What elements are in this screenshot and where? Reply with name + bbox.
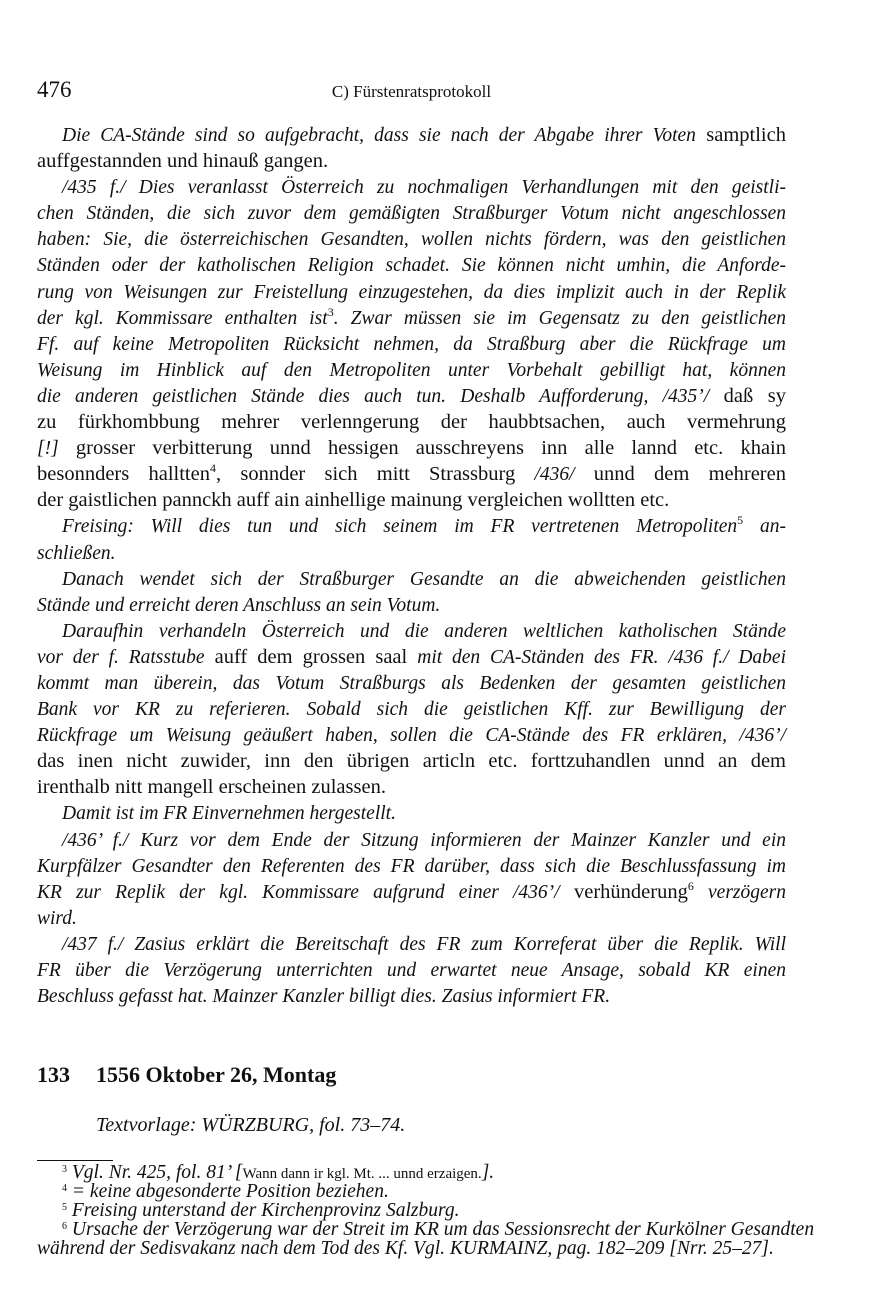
text-line xyxy=(37,957,786,983)
running-head xyxy=(37,77,786,105)
text-span: auffgestannden und hinauß gangen. xyxy=(37,150,329,173)
text-span: daß sy xyxy=(709,384,786,407)
text-span: /436’ f./ Kurz vor dem Ende der Sitzung informieren der Mainzer Kanzler und ein xyxy=(62,829,786,851)
text-line xyxy=(37,879,786,905)
text-span: Beschluss gefasst hat. Mainzer Kanzler billigt dies. Zasius informiert FR. xyxy=(37,986,611,1008)
text-span: Stände und erreicht deren Anschluss an sein Votum. xyxy=(37,594,441,616)
text-span: KR zur Replik der kgl. Kommissare aufgrund einer /436’/ xyxy=(37,881,560,903)
text-line xyxy=(37,252,786,278)
section-heading xyxy=(37,1062,336,1088)
text-span: FR über die Verzögerung unterrichten und erwartet neue Ansage, sobald KR einen xyxy=(37,960,786,981)
footnote-marker: 3 xyxy=(327,304,334,319)
text-line xyxy=(37,200,786,226)
running-title: C) Fürstenratsprotokoll xyxy=(331,82,492,101)
footnote-line xyxy=(37,1219,815,1240)
text-span: . Zwar müssen sie im Gegensatz zu den geistlichen xyxy=(333,307,786,329)
text-span: besonnders halltten xyxy=(37,463,210,486)
text-span: samptlich xyxy=(695,124,786,146)
footnote-marker: 4 xyxy=(62,1183,67,1194)
text-span: Ursache der Verzögerung war der Streit im KR um das Sessionsrecht der Kurkölner Gesandten xyxy=(67,1219,815,1240)
text-span: = keine abgesonderte Position beziehen. xyxy=(67,1181,389,1202)
footnotes xyxy=(37,1162,815,1259)
text-line xyxy=(37,827,786,853)
text-span: Ff. auf keine Metropoliten Rücksicht nehmen, da Straßburg aber die Rückfrage um xyxy=(37,333,786,355)
text-span: auff dem grossen saal xyxy=(204,645,418,668)
footnote-marker: 5 xyxy=(62,1202,67,1213)
source-note: Textvorlage: WÜRZBURG, fol. 73–74. xyxy=(96,1114,406,1136)
text-span: irenthalb nitt mangell erscheinen zulassen. xyxy=(37,776,386,799)
text-line xyxy=(37,722,786,748)
text-line xyxy=(37,513,786,539)
text-line xyxy=(37,174,786,200)
text-span: haben: Sie, die österreichischen Gesandten, wollen nichts fördern, was den geistlichen xyxy=(37,229,786,251)
text-span: rung von Weisungen zur Freistellung einzugestehen, da dies implizit auch in der Replik xyxy=(37,281,786,303)
text-span: Die CA-Stände sind so aufgebracht, dass sie nach der Abgabe ihrer Voten xyxy=(62,125,696,146)
section-number: 133 xyxy=(37,1062,70,1087)
text-span: wird. xyxy=(37,907,77,929)
footnote-marker: 6 xyxy=(687,878,694,893)
text-span: Freising: Will dies tun und sich seinem im FR vertretenen Metropoliten xyxy=(62,516,738,538)
text-line xyxy=(37,331,786,357)
text-line xyxy=(37,566,786,592)
text-span: Danach wendet sich der Straßburger Gesandte an die abweichenden geistlichen xyxy=(62,568,786,590)
text-span: Daraufhin verhandeln Österreich und die anderen weltlichen katholischen Stände xyxy=(62,620,786,642)
text-span: chen Ständen, die sich zuvor dem gemäßigten Straßburger Votum nicht angeschlossen xyxy=(37,203,786,225)
text-span: grosser verbitterung unnd hessigen ausschreyens inn alle lannd etc. khain xyxy=(58,437,786,460)
text-span: mit den CA-Ständen des FR. /436 f./ Dabei xyxy=(417,646,786,668)
text-span: Wann dann ir kgl. Mt. ... unnd erzaigen. xyxy=(242,1166,482,1182)
text-line xyxy=(37,226,786,252)
text-span: schließen. xyxy=(37,542,116,564)
text-span: Damit ist im FR Einvernehmen hergestellt. xyxy=(62,803,396,825)
footnote-marker: 3 xyxy=(62,1164,67,1175)
section-title: 1556 Oktober 26, Montag xyxy=(96,1062,337,1087)
text-span: der gaistlichen pannckh auff ain ainhellige mainung vergleichen wolltten etc. xyxy=(37,489,670,512)
text-line xyxy=(37,774,786,800)
text-span: /436/ xyxy=(534,464,575,486)
body-text xyxy=(37,122,786,1009)
text-line xyxy=(37,592,786,618)
text-span: Rückfrage um Weisung geäußert haben, sollen die CA-Stände des FR erklären, /436’/ xyxy=(37,725,786,747)
footnote-line xyxy=(37,1163,786,1182)
footnote-marker: 4 xyxy=(209,461,216,476)
footnote-divider xyxy=(37,1160,113,1161)
text-span: Weisung im Hinblick auf den Metropoliten unter Vorbehalt gebilligt hat, können xyxy=(37,359,786,381)
text-line xyxy=(37,931,786,957)
text-span: verhünderung xyxy=(559,880,688,903)
text-line xyxy=(37,670,786,696)
footnote-marker: 5 xyxy=(737,513,744,528)
page-number: 476 xyxy=(37,77,72,102)
text-span: zu fürkhombbung mehrer verlenngerung der haubbtsachen, auch vermehrung xyxy=(37,411,786,434)
text-span: [!] xyxy=(37,438,59,460)
text-span: Freising unterstand der Kirchenprovinz Salzburg. xyxy=(67,1200,460,1221)
text-span: verzögern xyxy=(693,881,787,903)
footnote-line xyxy=(37,1239,786,1258)
text-span: die anderen geistlichen Stände dies auch tun. Deshalb Aufforderung, /435’/ xyxy=(37,385,710,407)
text-span: Bank vor KR zu referieren. Sobald sich die geistlichen Kff. zur Bewilligung der xyxy=(37,699,786,721)
text-line xyxy=(37,748,786,774)
text-line xyxy=(37,461,786,487)
text-span: Kurpfälzer Gesandter den Referenten des FR darüber, dass sich die Beschlussfassung im xyxy=(37,855,786,877)
text-line xyxy=(37,540,786,566)
text-span: während der Sedisvakanz nach dem Tod des Kf. Vgl. KURMAINZ, pag. 182–209 [Nrr. 25–27]. xyxy=(37,1238,774,1259)
text-span: unnd dem mehreren xyxy=(574,463,786,486)
text-line xyxy=(37,983,786,1009)
text-span: /435 f./ Dies veranlasst Österreich zu nochmaligen Verhandlungen mit den geistli- xyxy=(62,177,786,199)
text-line xyxy=(37,122,786,148)
text-line xyxy=(37,435,786,461)
footnote-marker: 6 xyxy=(62,1221,67,1232)
text-line xyxy=(37,487,786,513)
text-line xyxy=(37,357,786,383)
text-line xyxy=(37,618,786,644)
text-line xyxy=(37,305,786,331)
text-span: kommt man überein, das Votum Straßburgs als Bedenken der gesamten geistlichen xyxy=(37,672,786,694)
text-span: , sonnder sich mitt Strassburg xyxy=(215,463,535,486)
footnote-line xyxy=(37,1182,786,1201)
text-span: /437 f./ Zasius erklärt die Bereitschaft des FR zum Korreferat über die Replik. Will xyxy=(62,933,786,955)
text-line xyxy=(37,409,786,435)
text-line xyxy=(37,696,786,722)
text-span: vor der f. Ratsstube xyxy=(37,646,205,668)
text-span: an- xyxy=(743,516,786,538)
footnote-line xyxy=(37,1201,786,1220)
text-line xyxy=(37,853,786,879)
text-span: Vgl. Nr. 425, fol. 81’ [ xyxy=(67,1162,243,1183)
text-line xyxy=(37,383,786,409)
text-line xyxy=(37,800,786,826)
text-line xyxy=(37,644,786,670)
text-span: Ständen oder der katholischen Religion schadet. Sie können nicht umhin, die Anforde- xyxy=(37,255,786,277)
text-line xyxy=(37,905,786,931)
text-span: der kgl. Kommissare enthalten ist xyxy=(37,307,328,329)
text-span: ]. xyxy=(481,1162,495,1183)
text-span: das inen nicht zuwider, inn den übrigen articln etc. forttzuhandlen unnd an dem xyxy=(37,750,786,773)
text-line xyxy=(37,148,786,174)
text-line xyxy=(37,279,786,305)
